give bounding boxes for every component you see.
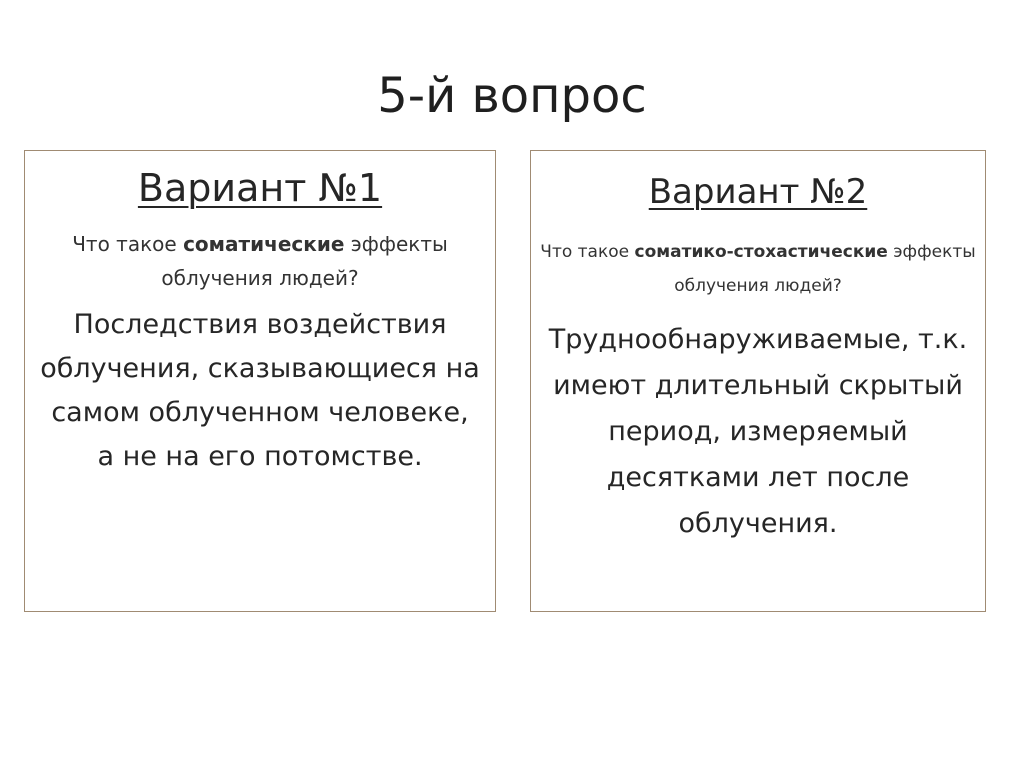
variant-1-question-suffix: эффекты облучения людей?	[161, 232, 448, 290]
variant-2-question-term: соматико-стохастические	[634, 242, 888, 262]
slide-title: 5-й вопрос	[377, 68, 647, 124]
variant-2-question-prefix: Что такое	[540, 242, 635, 262]
variant-1-question-prefix: Что такое	[72, 232, 184, 256]
variant-1-card	[24, 150, 496, 612]
variant-1-question	[25, 227, 495, 295]
variant-1-question-term: соматические	[183, 232, 345, 256]
variant-2-card	[530, 150, 986, 612]
variant-1-answer: Последствия воздействия облучения, сказывающиеся на самом облученном человеке, а не на его потомстве.	[40, 309, 480, 472]
variant-2-question-suffix: эффекты облучения людей?	[674, 242, 976, 296]
variant-2-question	[531, 235, 985, 303]
variant-1-heading: Вариант №1	[137, 166, 383, 210]
variant-2-heading: Вариант №2	[648, 172, 868, 212]
variant-2-answer: Труднообнаруживаемые, т.к. имеют длительный скрытый период, измеряемый десятками лет после облучения.	[548, 324, 968, 539]
